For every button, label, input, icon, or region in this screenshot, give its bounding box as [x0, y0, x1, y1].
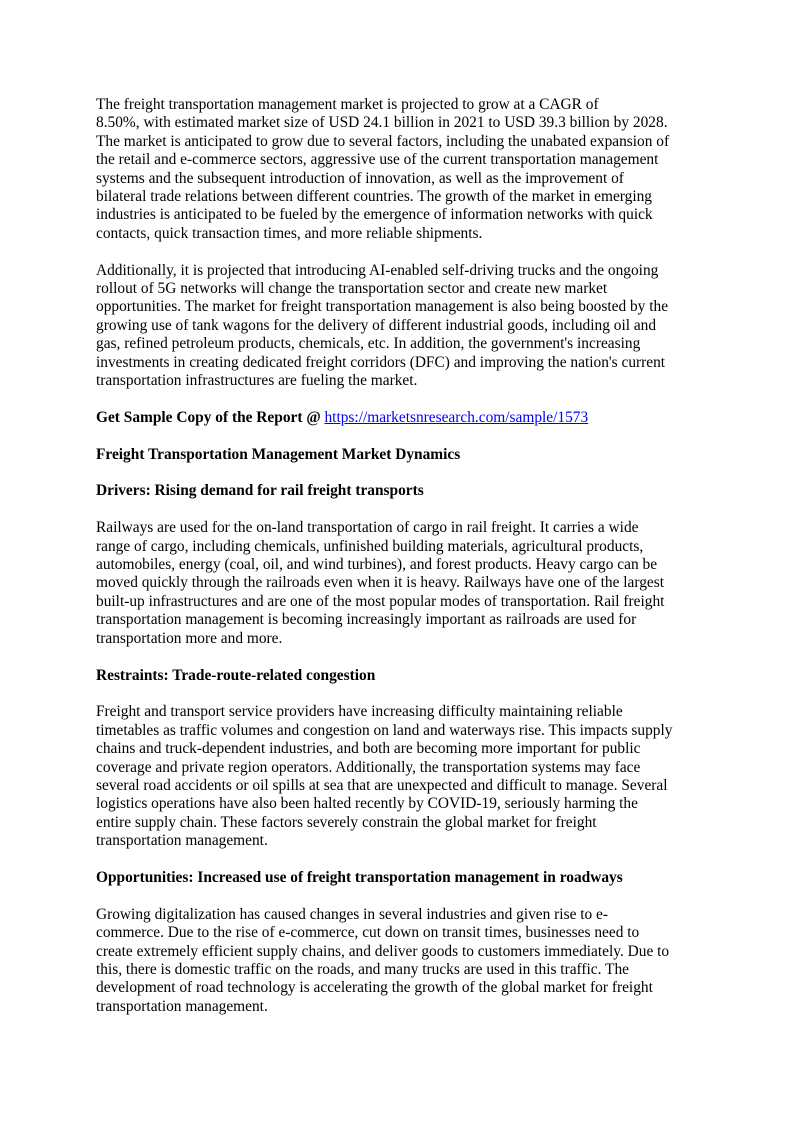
- intro-line: the retail and e-commerce sectors, aggressive use of the current transportation management: [96, 151, 659, 169]
- drivers-line: range of cargo, including chemicals, unfinished building materials, agricultural products,: [96, 537, 644, 555]
- drivers-line: transportation management is becoming increasingly important as railroads are used for: [96, 611, 637, 629]
- restraints-line: transportation management.: [96, 832, 268, 850]
- opportunities-heading: Opportunities: Increased use of freight transportation management in roadways: [96, 868, 623, 886]
- drivers-line: Railways are used for the on-land transportation of cargo in rail freight. It carries a wide: [96, 519, 639, 537]
- intro-line: 8.50%, with estimated market size of USD 24.1 billion in 2021 to USD 39.3 billion by 2028.: [96, 114, 668, 132]
- restraints-line: Freight and transport service providers have increasing difficulty maintaining reliable: [96, 703, 623, 721]
- restraints-line: several road accidents or oil spills at sea that are unexpected and difficult to manage. Several: [96, 776, 668, 794]
- opportunities-line: transportation management.: [96, 997, 268, 1015]
- additional-line: opportunities. The market for freight transportation management is also being boosted by the: [96, 298, 669, 316]
- restraints-line: chains and truck-dependent industries, and both are becoming more important for public: [96, 740, 641, 758]
- drivers-heading: Drivers: Rising demand for rail freight transports: [96, 482, 424, 500]
- opportunities-line: this, there is domestic traffic on the roads, and many trucks are used in this traffic. The: [96, 960, 629, 978]
- drivers-paragraph: [96, 519, 700, 648]
- additional-line: transportation infrastructures are fueling the market.: [96, 372, 418, 390]
- opportunities-paragraph: [96, 906, 700, 1016]
- sample-copy-label: Get Sample Copy of the Report @: [96, 408, 325, 426]
- drivers-line: transportation more and more.: [96, 629, 283, 647]
- sample-report-link[interactable]: https://marketsnresearch.com/sample/1573: [324, 408, 589, 426]
- restraints-line: logistics operations have also been halted recently by COVID-19, seriously harming the: [96, 795, 638, 813]
- sample-copy-line: [96, 409, 700, 427]
- opportunities-line: Growing digitalization has caused changes in several industries and given rise to e-: [96, 905, 609, 923]
- opportunities-line: commerce. Due to the rise of e-commerce, cut down on transit times, businesses need to: [96, 924, 640, 942]
- intro-line: The freight transportation management market is projected to grow at a CAGR of: [96, 96, 599, 113]
- drivers-line: moved quickly through the railroads even when it is heavy. Railways have one of the largest: [96, 574, 665, 592]
- opportunities-line: create extremely efficient supply chains, and deliver goods to customers immediately. Due to: [96, 942, 670, 960]
- additional-line: rollout of 5G networks will change the transportation sector and create new market: [96, 280, 608, 298]
- intro-paragraph: [96, 96, 700, 243]
- opportunities-line: development of road technology is accelerating the growth of the global market for freight: [96, 979, 653, 997]
- intro-line: The market is anticipated to grow due to several factors, including the unabated expansion of: [96, 132, 670, 150]
- drivers-line: built-up infrastructures and are one of the most popular modes of transportation. Rail freight: [96, 592, 665, 610]
- additional-line: gas, refined petroleum products, chemicals, etc. In addition, the government's increasing: [96, 335, 641, 353]
- restraints-line: timetables as traffic volumes and congestion on land and waterways rise. This impacts supply: [96, 721, 673, 739]
- additional-paragraph: [96, 262, 700, 391]
- restraints-heading: Restraints: Trade-route-related congestion: [96, 666, 376, 684]
- intro-line: systems and the subsequent introduction of innovation, as well as the improvement of: [96, 169, 624, 187]
- dynamics-heading: Freight Transportation Management Market Dynamics: [96, 445, 461, 463]
- additional-line: investments in creating dedicated freight corridors (DFC) and improving the nation's current: [96, 353, 666, 371]
- additional-line: growing use of tank wagons for the delivery of different industrial goods, including oil and: [96, 316, 657, 334]
- additional-line: Additionally, it is projected that introducing AI-enabled self-driving trucks and the ongoing: [96, 261, 659, 279]
- document-page: [96, 96, 700, 1035]
- restraints-line: entire supply chain. These factors severely constrain the global market for freight: [96, 813, 597, 831]
- intro-line: industries is anticipated to be fueled by the emergence of information networks with quick: [96, 206, 653, 224]
- restraints-paragraph: [96, 703, 700, 850]
- drivers-line: automobiles, energy (coal, oil, and wind turbines), and forest products. Heavy cargo can be: [96, 556, 658, 574]
- intro-line: contacts, quick transaction times, and more reliable shipments.: [96, 224, 483, 242]
- restraints-line: coverage and private region operators. Additionally, the transportation systems may face: [96, 758, 641, 776]
- intro-line: bilateral trade relations between different countries. The growth of the market in emerging: [96, 188, 653, 206]
